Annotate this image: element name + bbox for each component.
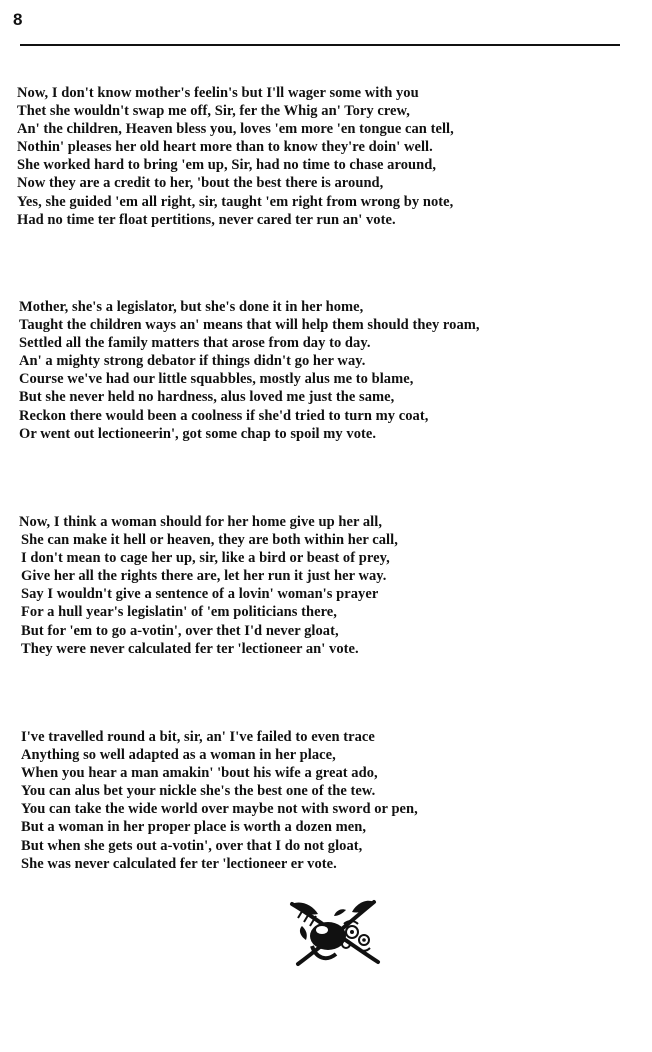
verse-line: She can make it hell or heaven, they are both within her call, bbox=[21, 532, 398, 549]
verse-line: You can alus bet your nickle she's the best one of the tew. bbox=[21, 783, 376, 800]
verse-line: But a woman in her proper place is worth a dozen men, bbox=[21, 819, 367, 836]
verse-line: Or went out lectioneerin', got some chap to spoil my vote. bbox=[19, 425, 377, 442]
verse-line: Give her all the rights there are, let her run it just her way. bbox=[21, 568, 387, 585]
verse-line: Had no time ter float pertitions, never cared ter run an' vote. bbox=[17, 211, 396, 228]
verse-line: I've travelled round a bit, sir, an' I've failed to even trace bbox=[21, 729, 375, 745]
verse-line: Now they are a credit to her, 'bout the best there is around, bbox=[17, 175, 384, 192]
verse-line: Anything so well adapted as a woman in her place, bbox=[21, 747, 336, 764]
stanza-2 bbox=[0, 298, 652, 443]
stanza-1 bbox=[0, 84, 652, 229]
verse-line: You can take the wide world over maybe not with sword or pen, bbox=[21, 801, 418, 818]
verse-line: Course we've had our little squabbles, mostly alus me to blame, bbox=[19, 371, 414, 388]
verse-line: Yes, she guided 'em all right, sir, taught 'em right from wrong by note, bbox=[17, 193, 454, 210]
verse-line: Reckon there would been a coolness if she'd tried to turn my coat, bbox=[19, 407, 429, 424]
verse-line: Settled all the family matters that arose from day to day. bbox=[19, 335, 371, 352]
verse-line: An' a mighty strong debator if things didn't go her way. bbox=[19, 353, 366, 370]
verse-line: She worked hard to bring 'em up, Sir, had no time to chase around, bbox=[17, 157, 437, 174]
verse-line: She was never calculated fer ter 'lectioneer er vote. bbox=[21, 855, 337, 872]
verse-line: Now, I think a woman should for her home give up her all, bbox=[19, 514, 382, 530]
verse-line: Say I wouldn't give a sentence of a lovin' woman's prayer bbox=[21, 586, 379, 603]
verse-line: An' the children, Heaven bless you, loves 'em more 'en tongue can tell, bbox=[17, 121, 454, 138]
verse-line: Thet she wouldn't swap me off, Sir, fer the Whig an' Tory crew, bbox=[17, 103, 410, 120]
verse-line: For a hull year's legislatin' of 'em politicians there, bbox=[21, 604, 337, 621]
crossed-quills-with-flowers-icon bbox=[286, 896, 386, 968]
verse-line: But for 'em to go a-votin', over thet I'd never gloat, bbox=[21, 622, 339, 639]
verse-line: When you hear a man amakin' 'bout his wife a great ado, bbox=[21, 765, 378, 782]
verse-line: Now, I don't know mother's feelin's but I'll wager some with you bbox=[17, 85, 419, 101]
verse-line: They were never calculated fer ter 'lectioneer an' vote. bbox=[21, 640, 359, 657]
page-number: 8 bbox=[13, 10, 23, 29]
verse-line: I don't mean to cage her up, sir, like a bird or beast of prey, bbox=[21, 550, 390, 567]
verse-line: But when she gets out a-votin', over that I do not gloat, bbox=[21, 837, 363, 854]
verse-line: But she never held no hardness, alus loved me just the same, bbox=[19, 389, 395, 406]
header-rule bbox=[20, 44, 620, 46]
stanza-3 bbox=[0, 513, 652, 658]
verse-line: Nothin' pleases her old heart more than to know they're doin' well. bbox=[17, 139, 433, 156]
verse-line: Taught the children ways an' means that will help them should they roam, bbox=[19, 317, 480, 334]
verse-line: Mother, she's a legislator, but she's done it in her home, bbox=[19, 299, 364, 315]
stanza-4 bbox=[0, 728, 652, 873]
